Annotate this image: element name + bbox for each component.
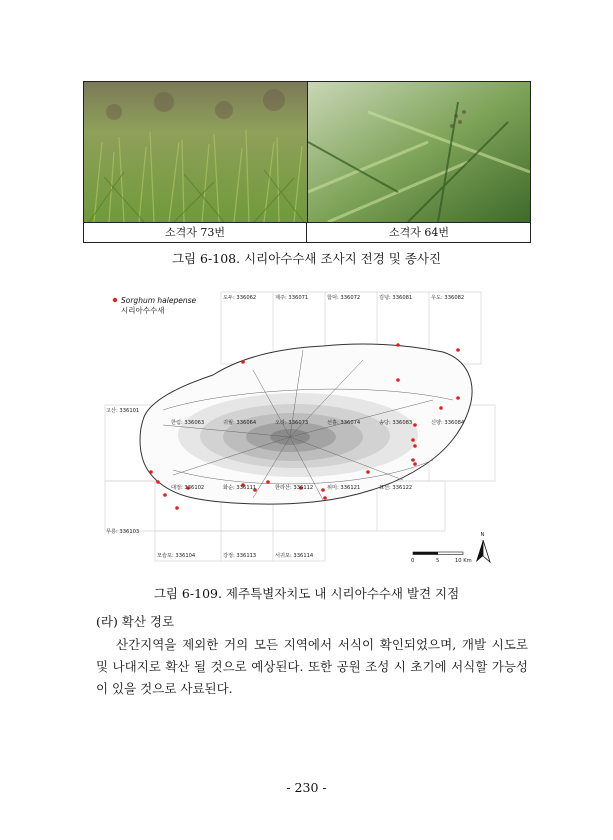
- photo-table: [83, 81, 531, 243]
- svg-text:한라산: 336112: 한라산: 336112: [275, 485, 314, 491]
- right-photo-caption: 소격자 64번: [389, 226, 449, 239]
- svg-text:표선: 336122: 표선: 336122: [379, 485, 413, 491]
- svg-text:우도: 336082: 우도: 336082: [431, 295, 465, 301]
- figure-109-caption: 그림 6-109. 제주특별자치도 내 시리아수수새 발견 지점: [153, 586, 460, 601]
- svg-text:강정: 336113: 강정: 336113: [223, 553, 257, 559]
- svg-text:N: N: [480, 532, 485, 538]
- svg-text:대정: 336102: 대정: 336102: [171, 485, 205, 491]
- svg-text:함덕: 336072: 함덕: 336072: [327, 295, 361, 301]
- svg-text:고산: 336101: 고산: 336101: [106, 408, 140, 414]
- svg-text:10 Km: 10 Km: [455, 558, 472, 564]
- svg-text:모슬포: 336104: 모슬포: 336104: [157, 553, 196, 559]
- scale-bar: [411, 552, 472, 564]
- svg-text:화순: 336111: 화순: 336111: [223, 485, 257, 491]
- photo-caption-row: [84, 222, 530, 243]
- svg-text:송당: 336083: 송당: 336083: [379, 420, 413, 426]
- svg-text:도두: 336062: 도두: 336062: [223, 295, 257, 301]
- legend-marker: [113, 298, 117, 302]
- plant-closeup-photo: [308, 82, 530, 222]
- svg-text:0: 0: [411, 558, 415, 564]
- svg-text:서귀포: 336114: 서귀포: 336114: [275, 553, 314, 559]
- svg-text:제주: 336071: 제주: 336071: [275, 295, 309, 301]
- svg-text:선흘: 336074: 선흘: 336074: [327, 420, 361, 426]
- page-number: - 230 -: [286, 780, 327, 795]
- legend-korean: 시리아수수새: [121, 306, 165, 315]
- svg-text:오라: 336073: 오라: 336073: [275, 420, 309, 426]
- section-heading: (라) 확산 경로: [96, 614, 175, 629]
- legend-species: Sorghum halepense: [121, 296, 197, 305]
- body-paragraph: 산간지역을 제외한 거의 모든 지역에서 서식이 확인되었으며, 개발 시도로 및 나대지로 확산 될 것으로 예상된다. 또한 공원 조성 시 초기에 서식할 가능성이 있을 것으로 사료된다.: [96, 637, 528, 696]
- jeju-map: [103, 290, 498, 565]
- svg-text:위미: 336121: 위미: 336121: [327, 485, 361, 491]
- svg-text:5: 5: [436, 558, 440, 564]
- north-arrow-icon: [476, 532, 490, 562]
- left-photo-caption: 소격자 73번: [84, 223, 307, 243]
- svg-text:귀월: 336064: 귀월: 336064: [223, 420, 257, 426]
- svg-text:무릉: 336103: 무릉: 336103: [106, 529, 140, 535]
- grass-field-photo: [84, 82, 308, 222]
- figure-108-caption: 그림 6-108. 시리아수수새 조사지 전경 및 종사진: [171, 251, 442, 266]
- svg-text:김녕: 336081: 김녕: 336081: [379, 295, 413, 301]
- svg-text:한림: 336063: 한림: 336063: [171, 420, 205, 426]
- svg-text:신양: 336084: 신양: 336084: [431, 420, 465, 426]
